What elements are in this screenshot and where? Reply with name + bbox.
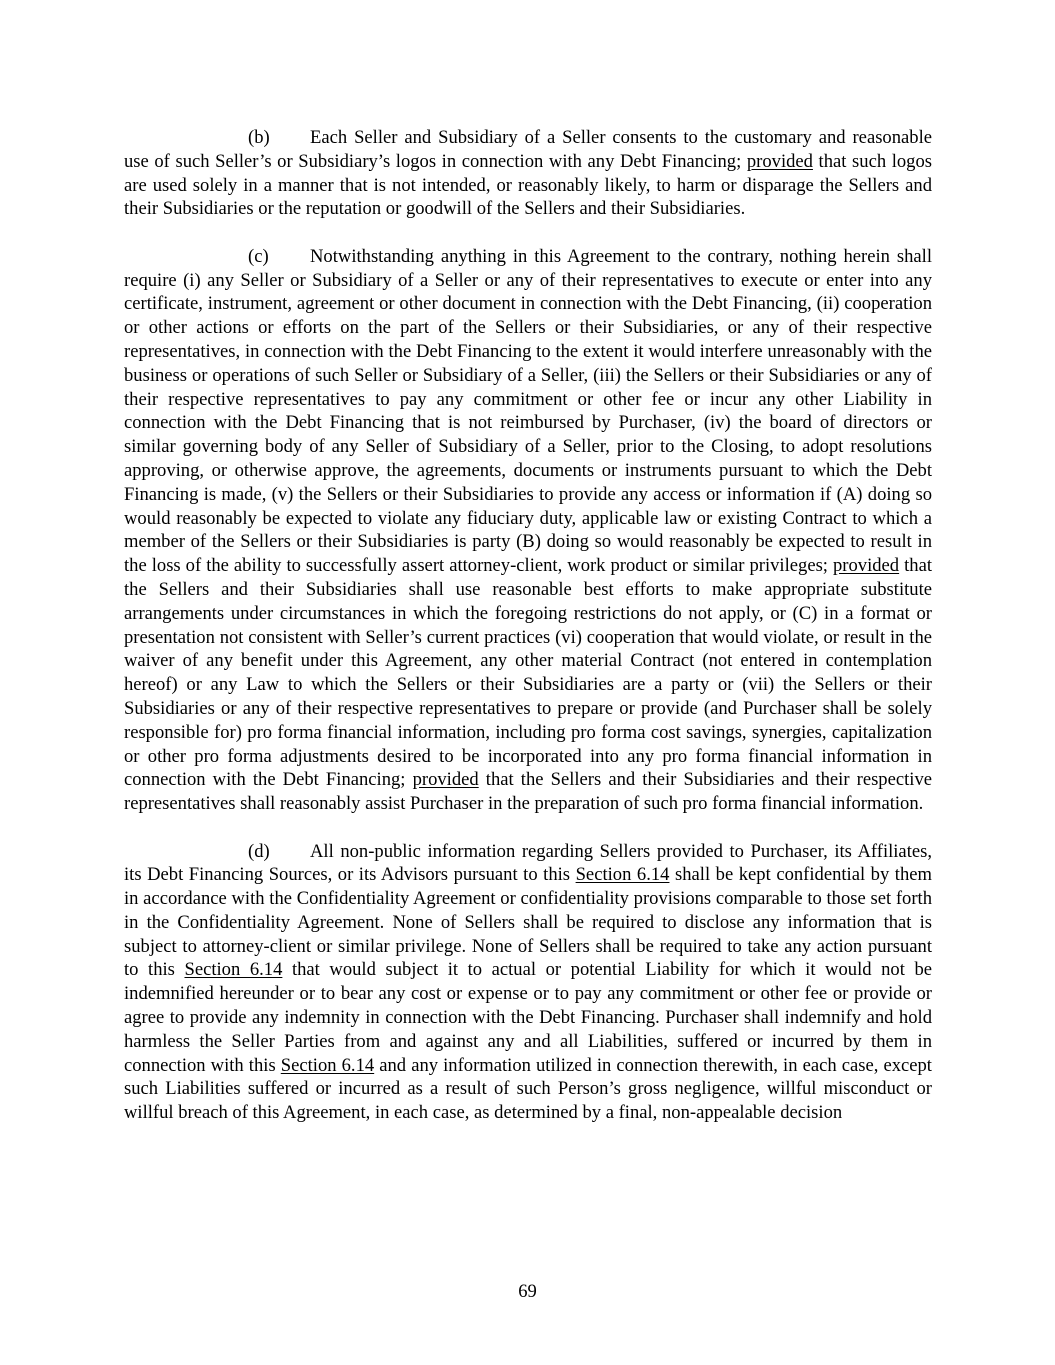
document-body xyxy=(124,126,932,1149)
defined-term-provided: provided xyxy=(412,769,479,791)
paragraph-label: (c) xyxy=(248,245,269,267)
paragraph-text: Each Seller and Subsidiary of a Seller consents to the customary and reasonable use of such Seller’s or Subsidiary’s logos in connection with any Debt Financing; xyxy=(124,127,932,172)
paragraph-text: All non-public information regarding Sellers provided to Purchaser, its Affiliates, its Debt Financing Sources, or its Advisors pursuant to this xyxy=(124,840,932,886)
paragraph-c xyxy=(124,245,932,816)
paragraph-d xyxy=(124,840,932,1126)
section-reference-link: Section 6.14 xyxy=(184,959,283,981)
paragraph-label: (d) xyxy=(248,840,270,862)
section-reference-link: Section 6.14 xyxy=(280,1054,375,1076)
paragraph-b xyxy=(124,126,932,221)
paragraph-text: that would subject it to actual or potential Liability for which it would not be indemnified hereunder or to bear any cost or expense or to pay any commitment or other fee or provide or agree to provide any indemnity in connection with the Debt Financing. Purchaser shall indemnify and hold harmless the Seller Parties from and against any and all Liabilities, suffered or incurred by them in connection with this xyxy=(124,959,932,1076)
section-reference-link: Section 6.14 xyxy=(575,864,670,886)
defined-term-provided: provided xyxy=(746,150,813,172)
paragraph-text: that such logos are used solely in a manner that is not intended, or reasonably likely, to harm or disparage the Sellers and their Subsidiaries or the reputation or goodwill of the Sellers and their Subsidiaries. xyxy=(124,150,933,220)
paragraph-text: Notwithstanding anything in this Agreement to the contrary, nothing herein shall require (i) any Seller or Subsidiary of a Seller or any of their representatives to execute or enter into any certificate, instrument, agreement or other document in connection with the Debt Financing, (ii) cooperation or other actions or efforts on the part of the Sellers or their Subsidiaries, or any of their respective representatives, in connection with the Debt Financing to the extent it would interfere unreasonably with the business or operations of such Seller or Subsidiary of a Seller, (iii) the Sellers or their Subsidiaries or any of their respective representatives to pay any commitment or other fee or incur any other Liability in connection with the Debt Financing that is not reimbursed by Purchaser, (iv) the board of directors or similar governing body of any Seller of Subsidiary of a Seller, prior to the Closing, to adopt resolutions approving, or otherwise approve, the agreements, documents or instruments pursuant to which the Debt Financing is made, (v) the Sellers or their Subsidiaries to provide any access or information if (A) doing so would reasonably be expected to violate any fiduciary duty, applicable law or existing Contract to which a member of the Sellers or their Subsidiaries is party (B) doing so would reasonably be expected to result in the loss of the ability to successfully assert attorney-client, work product or similar privileges; xyxy=(124,245,932,577)
paragraph-label: (b) xyxy=(248,127,270,148)
defined-term-provided: provided xyxy=(833,555,900,577)
page-number: 69 xyxy=(518,1281,537,1302)
paragraph-text: and any information utilized in connection therewith, in each case, except such Liabilities suffered or incurred as a result of such Person’s gross negligence, willful misconduct or willful breach of this Agreement, in each case, as determined by a final, non-appealable decision xyxy=(124,1054,932,1124)
paragraph-text: that the Sellers and their Subsidiaries and their respective representatives shall reasonably assist Purchaser in the preparation of such pro forma financial information. xyxy=(124,769,932,815)
paragraph-text: shall be kept confidential by them in accordance with the Confidentiality Agreement or confidentiality provisions comparable to those set forth in the Confidentiality Agreement. None of Sellers shall be required to disclose any information that is subject to attorney-client or similar privilege. None of Sellers shall be required to take any action pursuant to this xyxy=(124,864,932,981)
paragraph-text: that the Sellers and their Subsidiaries shall use reasonable best efforts to make appropriate substitute arrangements under circumstances in which the foregoing restrictions do not apply, or (C) in a format or presentation not consistent with Seller’s current practices (vi) cooperation that would violate, or result in the waiver of any benefit under this Agreement, any other material Contract (not entered in contemplation hereof) or any Law to which the Sellers or their Subsidiaries are a party or (vii) the Sellers or their Subsidiaries or any of their respective representatives to prepare or provide (and Purchaser shall be solely responsible for) pro forma financial information, including pro forma cost savings, synergies, capitalization or other pro forma adjustments desired to be incorporated into any pro forma financial information in connection with the Debt Financing; xyxy=(124,555,933,791)
